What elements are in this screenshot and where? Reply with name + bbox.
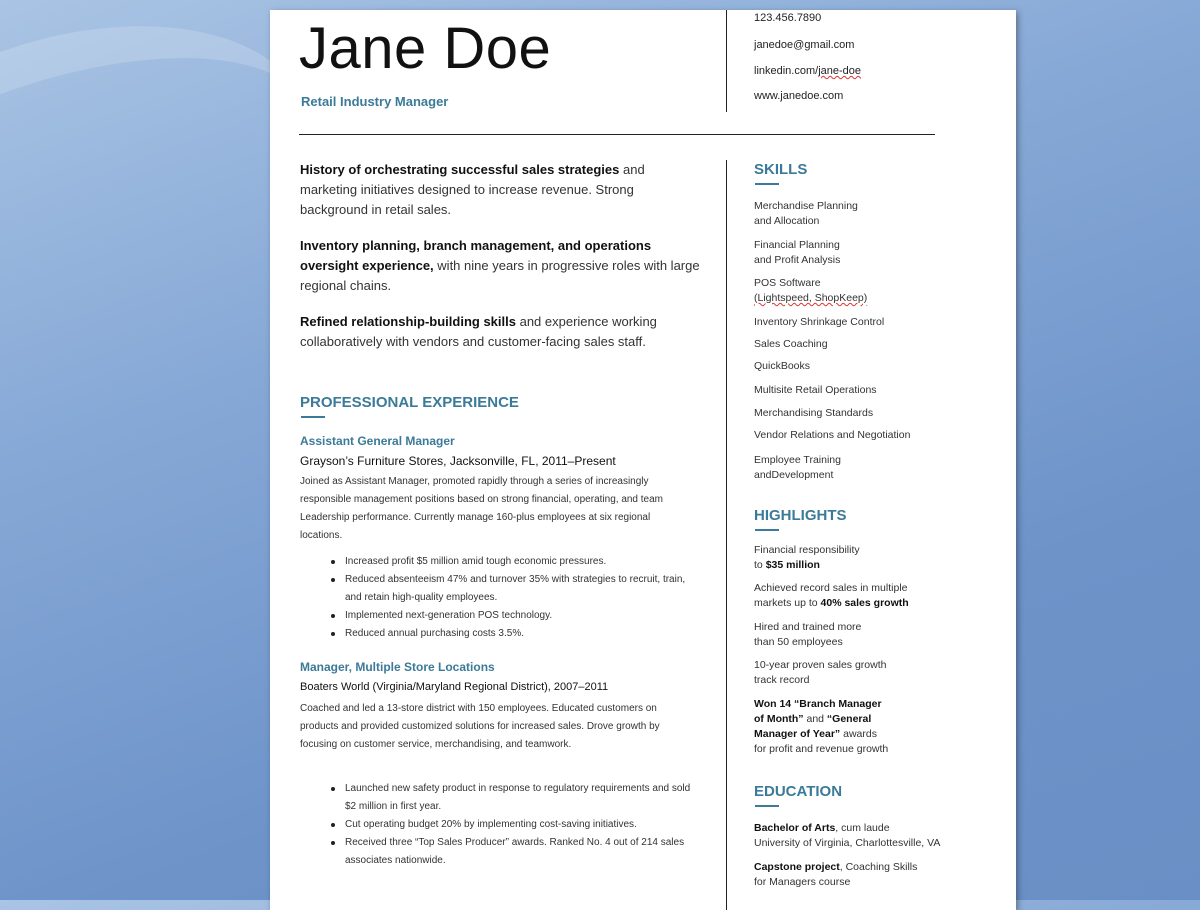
award-text: and — [803, 713, 827, 725]
experience-heading-bar — [301, 416, 325, 418]
header-divider — [726, 10, 727, 112]
highlight-line: than 50 employees — [754, 636, 843, 648]
award-line — [754, 697, 984, 712]
degree-bold: Bachelor of Arts — [754, 822, 836, 834]
highlight-item — [754, 543, 984, 573]
intro-1-bold: History of orchestrating successful sales strategies — [300, 162, 620, 177]
list-item: Implemented next-generation POS technology. — [331, 607, 691, 625]
intro-3-text: and experience working collaboratively with vendors and customer-facing sales staff. — [300, 314, 657, 349]
highlight-line: track record — [754, 674, 810, 686]
job-2-title: Manager, Multiple Store Locations — [300, 660, 495, 674]
job-2-bullets — [331, 780, 691, 870]
capstone-line: for Managers course — [754, 876, 851, 888]
job-1-title: Assistant General Manager — [300, 434, 455, 448]
highlight-item — [754, 620, 984, 650]
skill-item: Sales Coaching — [754, 338, 828, 350]
school-line: University of Virginia, Charlottesville, VA — [754, 837, 941, 849]
skill-item: Merchandising Standards — [754, 407, 874, 419]
degree-text: , cum laude — [835, 822, 890, 834]
highlight-bold: $35 million — [765, 559, 820, 571]
contact-email[interactable]: janedoe@gmail.com — [754, 39, 855, 51]
skill-line: andDevelopment — [754, 469, 834, 481]
skill-item: Vendor Relations and Negotiation — [754, 429, 911, 441]
education-heading: EDUCATION — [754, 783, 843, 800]
skills-heading: SKILLS — [754, 161, 808, 178]
highlights-heading-bar — [755, 529, 779, 531]
skill-line: POS Software — [754, 277, 821, 289]
highlight-item — [754, 581, 984, 611]
award-line — [754, 712, 984, 727]
intro-paragraph-2 — [300, 236, 700, 296]
award-bold: of Month” — [754, 713, 804, 725]
highlight-line: Hired and trained more — [754, 621, 862, 633]
skill-item — [754, 276, 984, 306]
highlight-line: Financial responsibility — [754, 544, 860, 556]
intro-2-bold: Inventory planning, branch management, and operations oversight experience, — [300, 238, 652, 273]
highlight-text: to — [754, 559, 766, 571]
award-line: for profit and revenue growth — [754, 743, 889, 755]
skill-line: Employee Training — [754, 454, 841, 466]
intro-paragraph-3 — [300, 312, 700, 352]
skills-heading-bar — [755, 183, 779, 185]
highlight-line: Achieved record sales in multiple — [754, 582, 908, 594]
capstone-text: , Coaching Skills — [839, 861, 918, 873]
highlight-line: 10-year proven sales growth — [754, 659, 887, 671]
education-capstone — [754, 860, 984, 890]
highlights-heading: HIGHLIGHTS — [754, 507, 847, 524]
education-degree — [754, 821, 984, 851]
capstone-line — [754, 860, 984, 875]
education-heading-bar — [755, 805, 779, 807]
capstone-bold: Capstone project — [754, 861, 840, 873]
job-2-description: Coached and led a 13-store district with 150 employees. Educated customers on products and provided customized solutions for increased sales. Drove growth by focusing on customer service, merchandising, and teamwork. — [300, 703, 660, 750]
highlight-bold: 40% sales growth — [820, 597, 909, 609]
candidate-subtitle: Retail Industry Manager — [301, 94, 449, 109]
intro-paragraph-1 — [300, 160, 700, 220]
skill-item — [754, 238, 984, 268]
candidate-name: Jane Doe — [299, 16, 552, 81]
skill-line: Merchandise Planning — [754, 200, 858, 212]
award-line — [754, 727, 984, 742]
intro-2-text: with nine years in progressive roles with large regional chains. — [300, 258, 700, 293]
linkedin-handle: jane-doe — [818, 65, 862, 77]
skill-item: Inventory Shrinkage Control — [754, 316, 885, 328]
contact-website[interactable]: www.janedoe.com — [754, 90, 844, 102]
highlight-item — [754, 658, 984, 688]
skill-item — [754, 199, 984, 229]
skill-line: and Allocation — [754, 215, 820, 227]
skill-item: Multisite Retail Operations — [754, 384, 877, 396]
list-item: Received three “Top Sales Producer” awards. Ranked No. 4 out of 214 sales associates nationwide. — [331, 834, 691, 870]
skill-item: QuickBooks — [754, 360, 811, 372]
resume-page — [270, 10, 1016, 910]
award-bold: “General — [826, 713, 872, 725]
award-bold: Manager of Year” — [754, 728, 841, 740]
highlight-line — [754, 596, 984, 611]
job-1-bullets — [331, 553, 691, 643]
job-2-company: Boaters World (Virginia/Maryland Regional District), 2007–2011 — [300, 681, 609, 693]
header-rule — [299, 134, 935, 135]
intro-1-text: and marketing initiatives designed to increase revenue. Strong background in retail sales. — [300, 162, 645, 217]
intro-3-bold: Refined relationship-building skills — [300, 314, 516, 329]
list-item: Launched new safety product in response to regulatory requirements and sold $2 million in first year. — [331, 780, 691, 816]
award-text: awards — [840, 728, 877, 740]
award-bold: Won 14 “Branch Manager — [754, 698, 882, 710]
highlight-text: markets up to — [754, 597, 821, 609]
contact-linkedin[interactable] — [754, 65, 861, 77]
experience-heading: PROFESSIONAL EXPERIENCE — [300, 394, 519, 411]
highlight-line — [754, 558, 984, 573]
skill-line: and Profit Analysis — [754, 254, 841, 266]
list-item: Cut operating budget 20% by implementing cost-saving initiatives. — [331, 816, 691, 834]
column-divider — [726, 160, 727, 910]
degree-line — [754, 821, 984, 836]
job-1-company: Grayson’s Furniture Stores, Jacksonville, FL, 2011–Present — [300, 454, 616, 468]
list-item: Reduced annual purchasing costs 3.5%. — [331, 625, 691, 643]
contact-phone: 123.456.7890 — [754, 12, 822, 24]
linkedin-prefix: linkedin.com/ — [754, 65, 819, 77]
highlight-award — [754, 697, 984, 757]
skill-item — [754, 453, 984, 483]
list-item: Increased profit $5 million amid tough economic pressures. — [331, 553, 691, 571]
job-1-description: Joined as Assistant Manager, promoted rapidly through a series of increasingly responsible management positions based on strong financial, operating, and team Leadership performance. Currently manage 160-plus employees at six regional locations. — [300, 476, 664, 541]
skill-line: Financial Planning — [754, 239, 840, 251]
skill-line: (Lightspeed, ShopKeep) — [754, 292, 868, 304]
list-item: Reduced absenteeism 47% and turnover 35% with strategies to recruit, train, and retain high-quality employees. — [331, 571, 691, 607]
